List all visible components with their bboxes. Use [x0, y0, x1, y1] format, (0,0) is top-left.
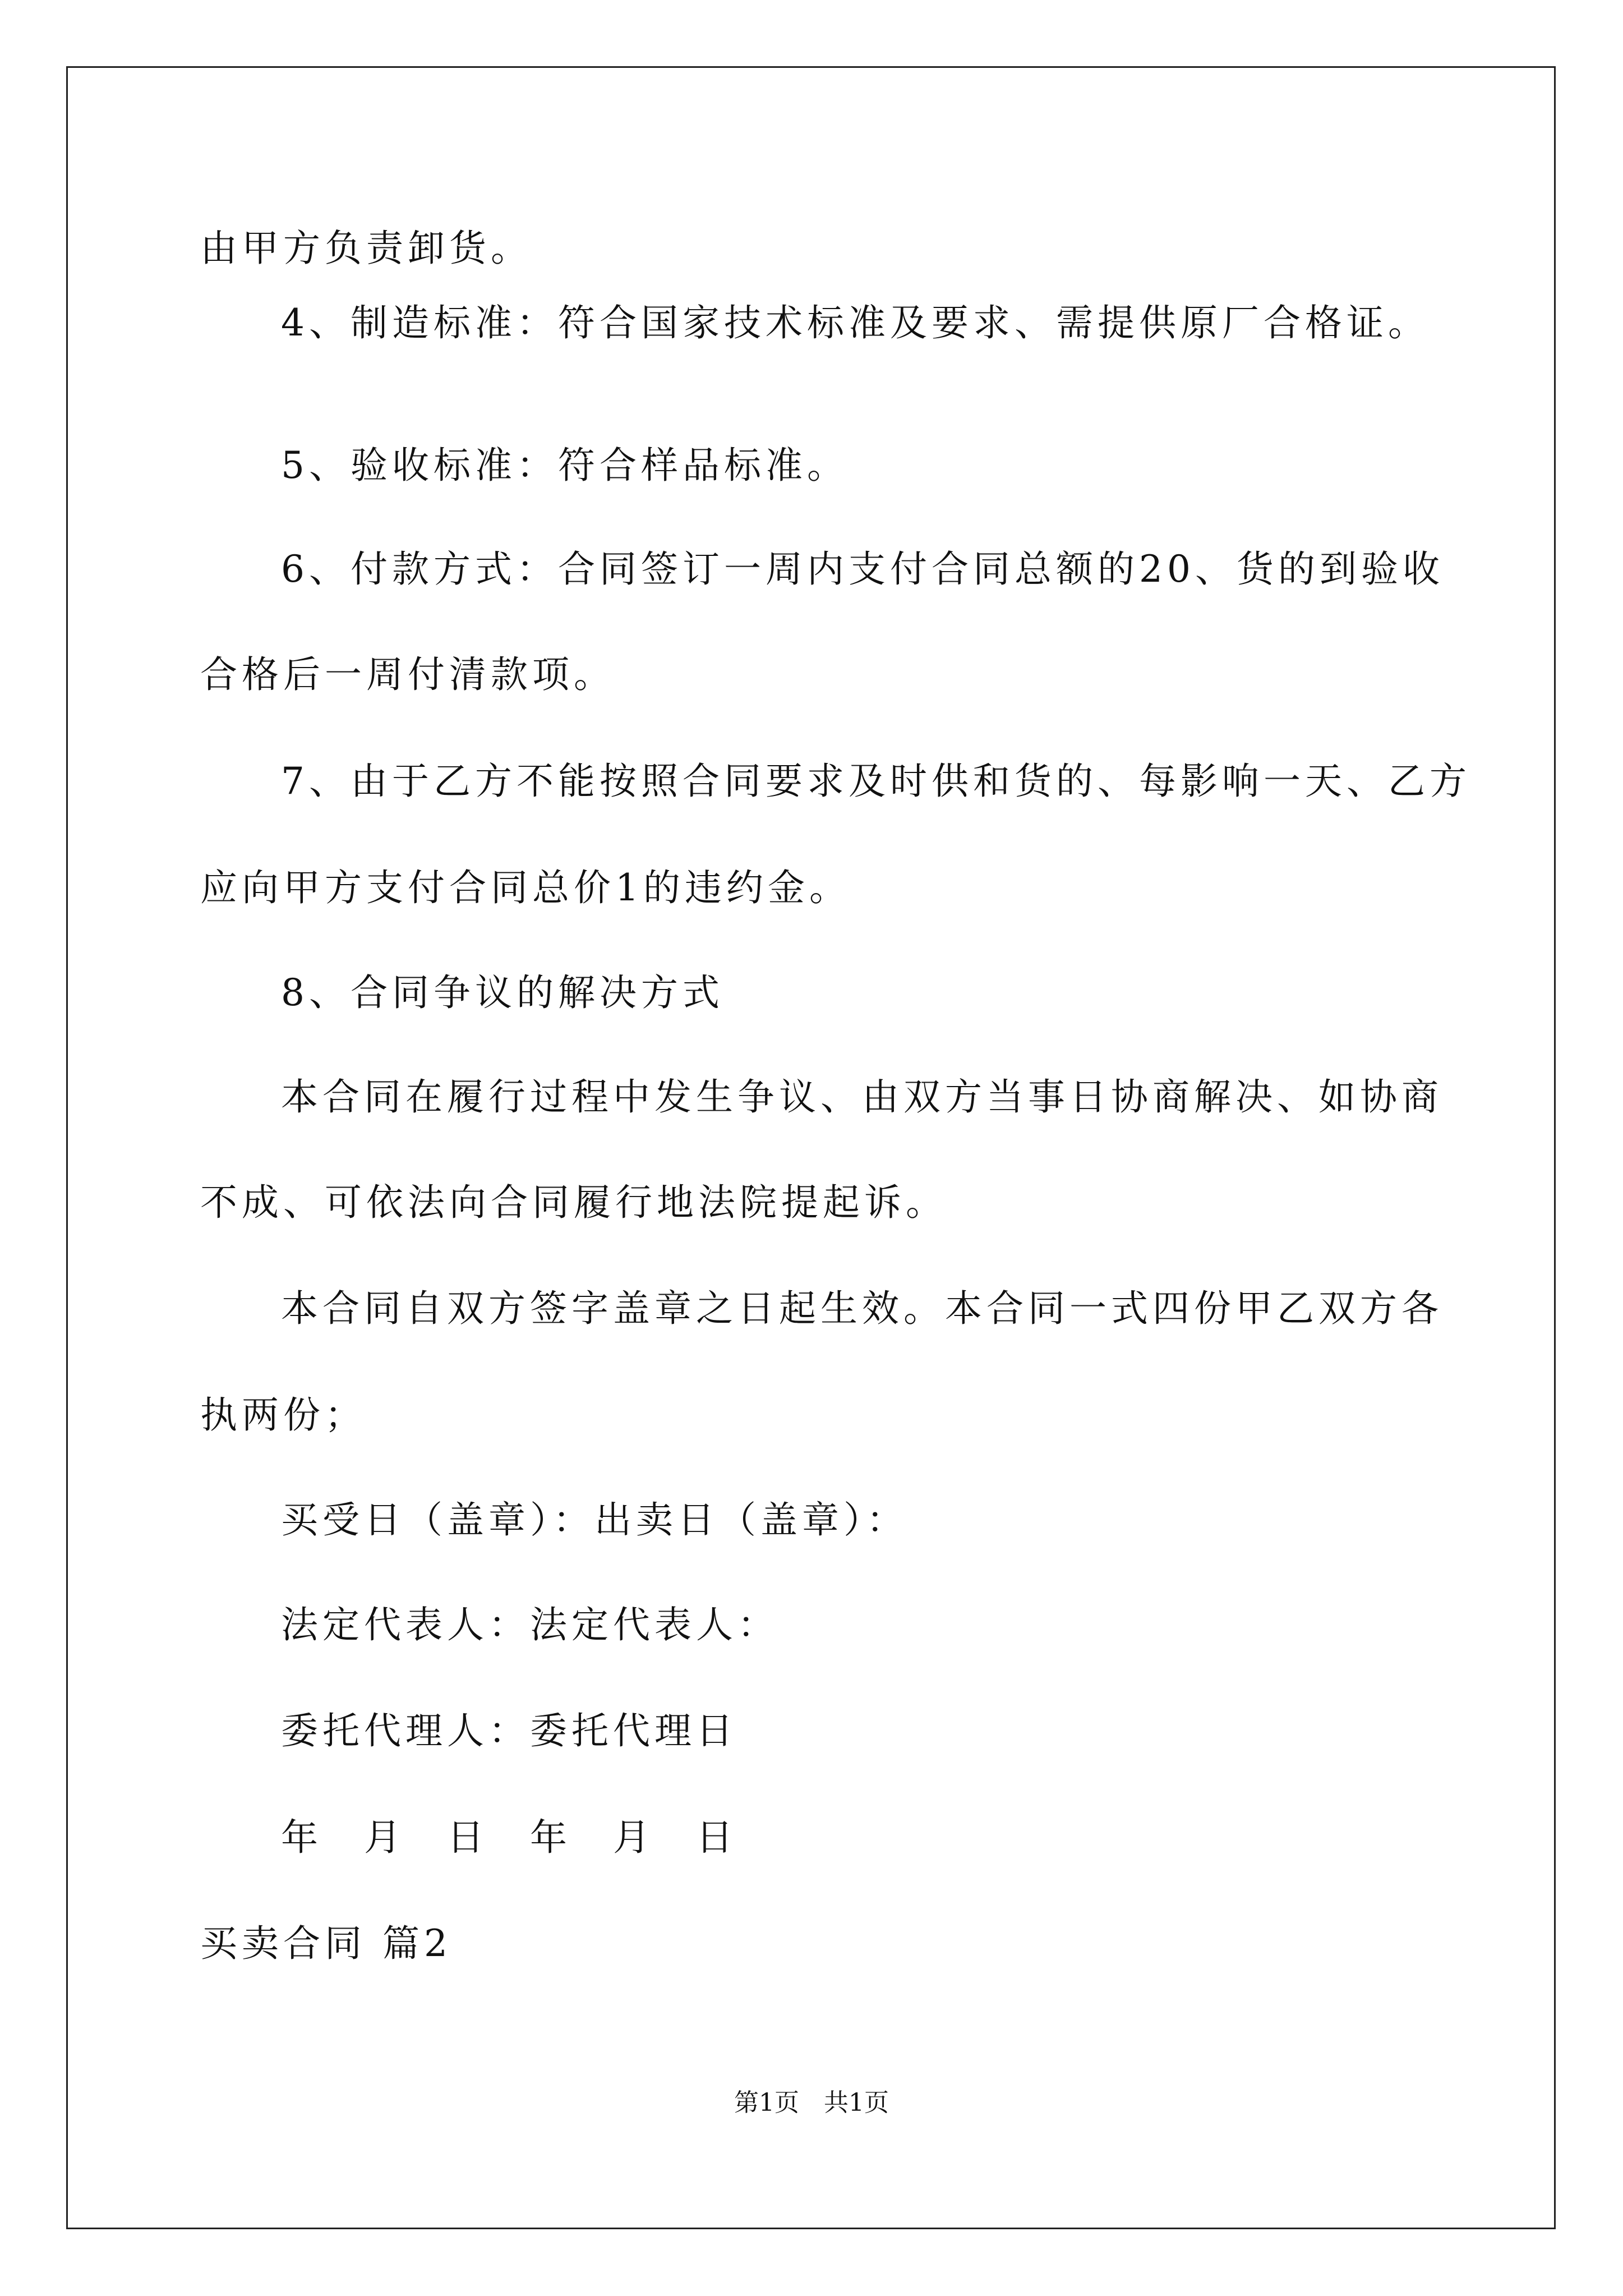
clause-4: 4、制造标准：符合国家技术标准及要求、需提供原厂合格证。 — [281, 301, 1430, 344]
body-text-line: 本合同在履行过程中发生争议、由双方当事日协商解决、如协商 — [281, 1075, 1443, 1119]
page-border — [66, 66, 1556, 2229]
clause-5: 5、验收标准：符合样品标准。 — [281, 444, 849, 487]
body-text-line: 应向甲方支付合同总价1的违约金。 — [200, 866, 851, 909]
body-text-line: 不成、可依法向合同履行地法院提起诉。 — [200, 1181, 947, 1224]
clause-7: 7、由于乙方不能按照合同要求及时供和货的、每影响一天、乙方 — [281, 760, 1471, 803]
signature-representative-line: 法定代表人：法定代表人： — [281, 1603, 779, 1646]
clause-8: 8、合同争议的解决方式 — [281, 971, 724, 1014]
page-number-footer: 第1页 共1页 — [734, 2088, 889, 2117]
body-text-line: 执两份； — [200, 1393, 366, 1437]
signature-seal-line: 买受日（盖章）：出卖日（盖章）： — [281, 1498, 908, 1542]
body-text-line: 本合同自双方签字盖章之日起生效。本合同一式四份甲乙双方各 — [281, 1287, 1443, 1330]
signature-agent-line: 委托代理人：委托代理日 — [281, 1709, 737, 1752]
body-text-line: 由甲方负责卸货。 — [200, 227, 532, 270]
body-text-line: 合格后一周付清款项。 — [200, 653, 615, 696]
clause-6: 6、付款方式：合同签订一周内支付合同总额的20、货的到验收 — [281, 547, 1444, 591]
section-heading: 买卖合同 篇2 — [200, 1922, 452, 1965]
signature-date-line: 年 月 日 年 月 日 — [281, 1816, 737, 1859]
